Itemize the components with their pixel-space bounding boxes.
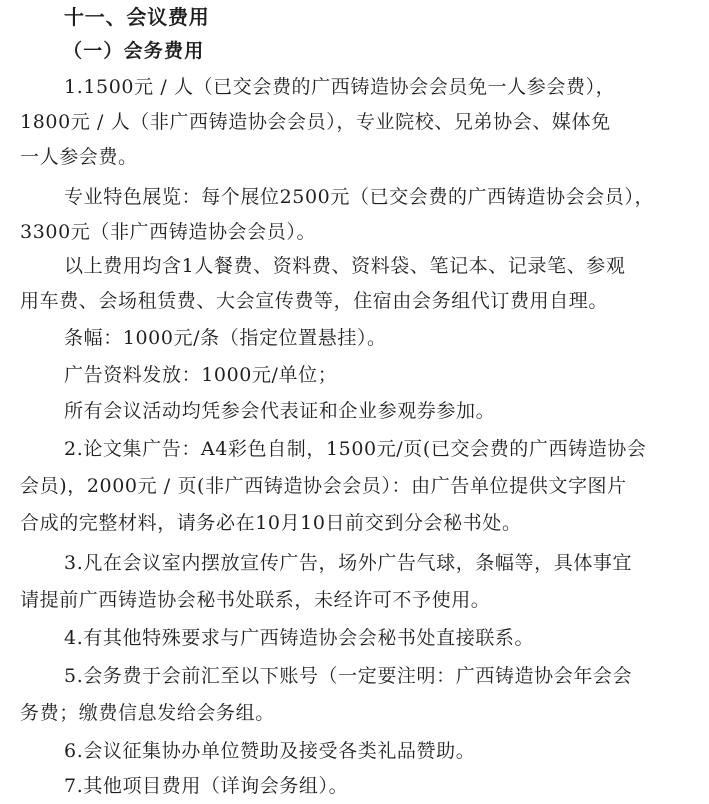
paragraph-line: 用车费、会场租赁费、大会宣传费等，住宿由会务组代订费用自理。 <box>20 290 609 312</box>
paragraph-line: 3.凡在会议室内摆放宣传广告，场外广告气球，条幅等，具体事宜 <box>64 552 633 574</box>
paragraph-line: 条幅：1000元/条（指定位置悬挂）。 <box>64 327 387 349</box>
paragraph-line: 1800元 / 人（非广西铸造协会会员），专业院校、兄弟协会、媒体免 <box>20 111 611 133</box>
paragraph-line: 请提前广西铸造协会秘书处联系，未经许可不予使用。 <box>20 589 491 611</box>
paragraph-line: 专业特色展览：每个展位2500元（已交会费的广西铸造协会会员）， <box>64 186 655 208</box>
paragraph-line: 广告资料发放：1000元/单位； <box>64 364 338 386</box>
paragraph-line: 7.其他项目费用（详询会务组）。 <box>64 775 349 797</box>
paragraph-line: 1.1500元 / 人（已交会费的广西铸造协会会员免一人参会费）， <box>64 76 616 98</box>
paragraph-line: 5.会务费于会前汇至以下账号（一定要注明：广西铸造协会年会会 <box>64 665 633 687</box>
paragraph-line: 3300元（非广西铸造协会会员）。 <box>20 221 317 243</box>
section-heading: 十一、会议费用 <box>64 5 210 29</box>
paragraph-line: 以上费用均含1人餐费、资料费、资料袋、笔记本、记录笔、参观 <box>64 255 626 277</box>
paragraph-line: 务费；缴费信息发给会务组。 <box>20 702 275 724</box>
paragraph-line: 合成的完整材料，请务必在10月10日前交到分会秘书处。 <box>20 512 522 534</box>
paragraph-line: 2.论文集广告：A4彩色自制，1500元/页(已交会费的广西铸造协会 <box>64 438 647 460</box>
subheading: （一）会务费用 <box>63 40 205 62</box>
paragraph-line: 6.会议征集协办单位赞助及接受各类礼品赞助。 <box>64 740 476 762</box>
paragraph-line: 会员)，2000元 / 页(非广西铸造协会会员）：由广告单位提供文字图片 <box>20 475 627 497</box>
paragraph-line: 一人参会费。 <box>20 146 138 168</box>
paragraph-line: 所有会议活动均凭参会代表证和企业参观券参加。 <box>64 400 496 422</box>
paragraph-line: 4.有其他特殊要求与广西铸造协会会秘书处直接联系。 <box>64 627 535 649</box>
